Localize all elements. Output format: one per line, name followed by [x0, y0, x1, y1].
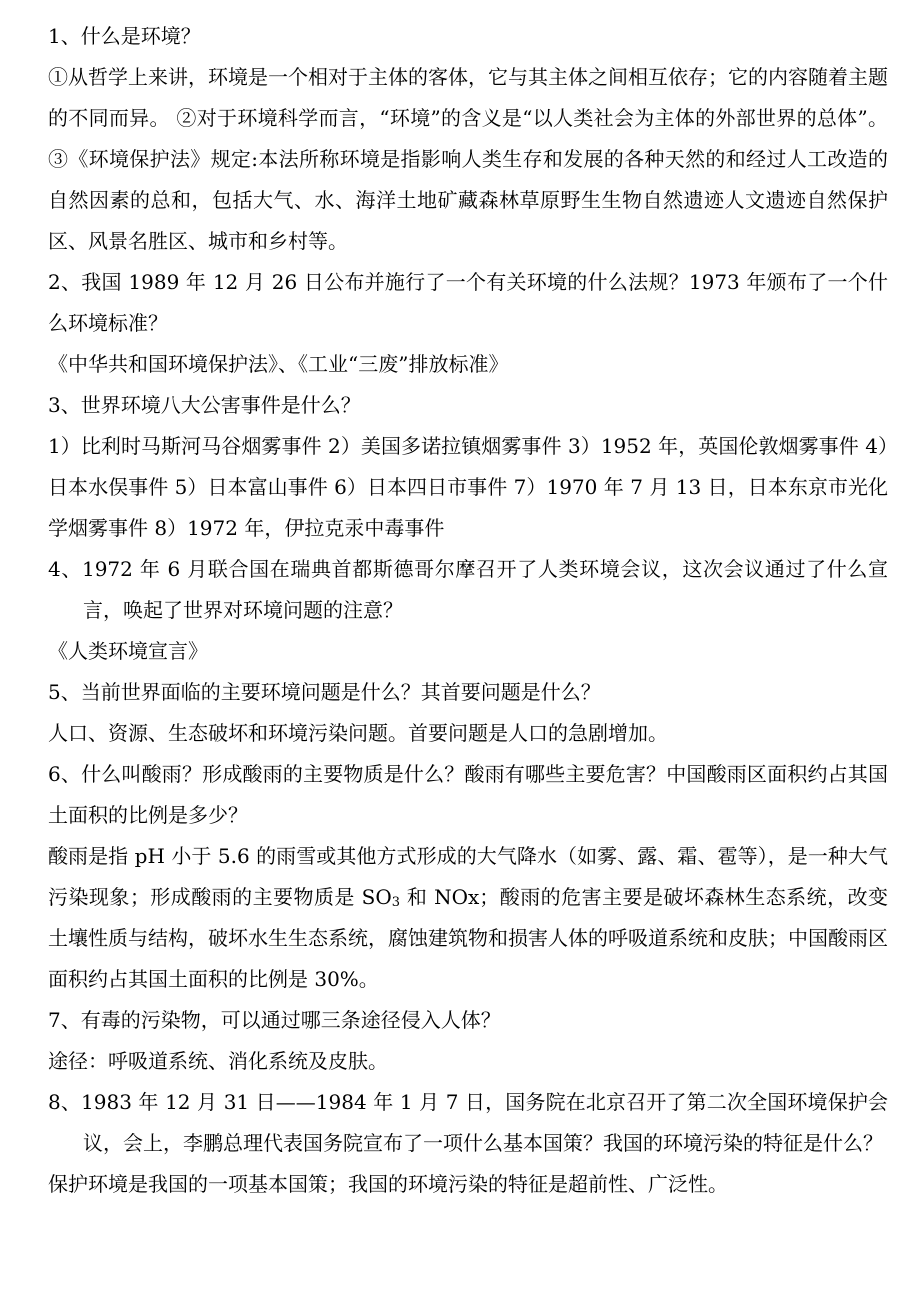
question-1: 1、什么是环境？ — [48, 24, 201, 48]
answer-6-subscript: 3 — [391, 895, 401, 910]
answer-3: 1）比利时马斯河马谷烟雾事件 2）美国多诺拉镇烟雾事件 3）1952 年，英国伦敦烟雾事件 4）日本水俣事件 5）日本富山事件 6）日本四日市事件 7）1970 年 7 月 13 日，日本东京市光化学烟雾事件 8）1972 年，伊拉克汞中毒事件 — [48, 434, 888, 540]
answer-1: ①从哲学上来讲，环境是一个相对于主体的客体，它与其主体之间相互依存；它的内容随着主题的不同而异。 ②对于环境科学而言，“环境”的含义是“以人类社会为主体的外部世界的总体”。 ③《环境保护法》规定:本法所称环境是指影响人类生存和发展的各种天然的和经过人工改造的自然因素的总和，包括大气、水、海洋土地矿藏森林草原野生生物自然遗迹人文遗迹自然保护区、风景名胜区、城市和乡村等。 — [48, 65, 888, 253]
question-4: 4、1972 年 6 月联合国在瑞典首都斯德哥尔摩召开了人类环境会议，这次会议通过了什么宣言，唤起了世界对环境问题的注意？ — [48, 557, 888, 622]
answer-6 — [48, 836, 888, 1000]
question-7: 7、有毒的污染物，可以通过哪三条途径侵入人体？ — [48, 1008, 501, 1032]
answer-2: 《中华共和国环境保护法》、《工业“三废”排放标准》 — [48, 352, 509, 376]
question-2: 2、我国 1989 年 12 月 26 日公布并施行了一个有关环境的什么法规？1973 年颁布了一个什么环境标准？ — [48, 270, 888, 335]
answer-4: 《人类环境宣言》 — [48, 639, 208, 663]
answer-6-text-b: 和 NOx；酸雨的危害主要是破坏森林生态系统，改变土壤性质与结构，破坏水生生态系统，腐蚀建筑物和损害人体的呼吸道系统和皮肤；中国酸雨区面积约占其国土面积的比例是 30%。 — [48, 885, 888, 991]
question-3: 3、世界环境八大公害事件是什么？ — [48, 393, 361, 417]
answer-8: 保护环境是我国的一项基本国策；我国的环境污染的特征是超前性、广泛性。 — [48, 1172, 728, 1196]
question-5: 5、当前世界面临的主要环境问题是什么？其首要问题是什么？ — [48, 680, 601, 704]
question-8: 8、1983 年 12 月 31 日——1984 年 1 月 7 日，国务院在北京召开了第二次全国环境保护会议，会上，李鹏总理代表国务院宣布了一项什么基本国策？我国的环境污染的特征是什么？ — [48, 1090, 888, 1155]
question-6: 6、什么叫酸雨？形成酸雨的主要物质是什么？酸雨有哪些主要危害？中国酸雨区面积约占其国土面积的比例是多少？ — [48, 762, 888, 827]
answer-7: 途径：呼吸道系统、消化系统及皮肤。 — [48, 1049, 388, 1073]
answer-5: 人口、资源、生态破坏和环境污染问题。首要问题是人口的急剧增加。 — [48, 721, 668, 745]
document-page — [48, 16, 888, 1205]
answer-6-text-a: 酸雨是指 pH 小于 5.6 的雨雪或其他方式形成的大气降水（如雾、露、霜、雹等），是一种大气污染现象；形成酸雨的主要物质是 SO — [48, 844, 888, 909]
